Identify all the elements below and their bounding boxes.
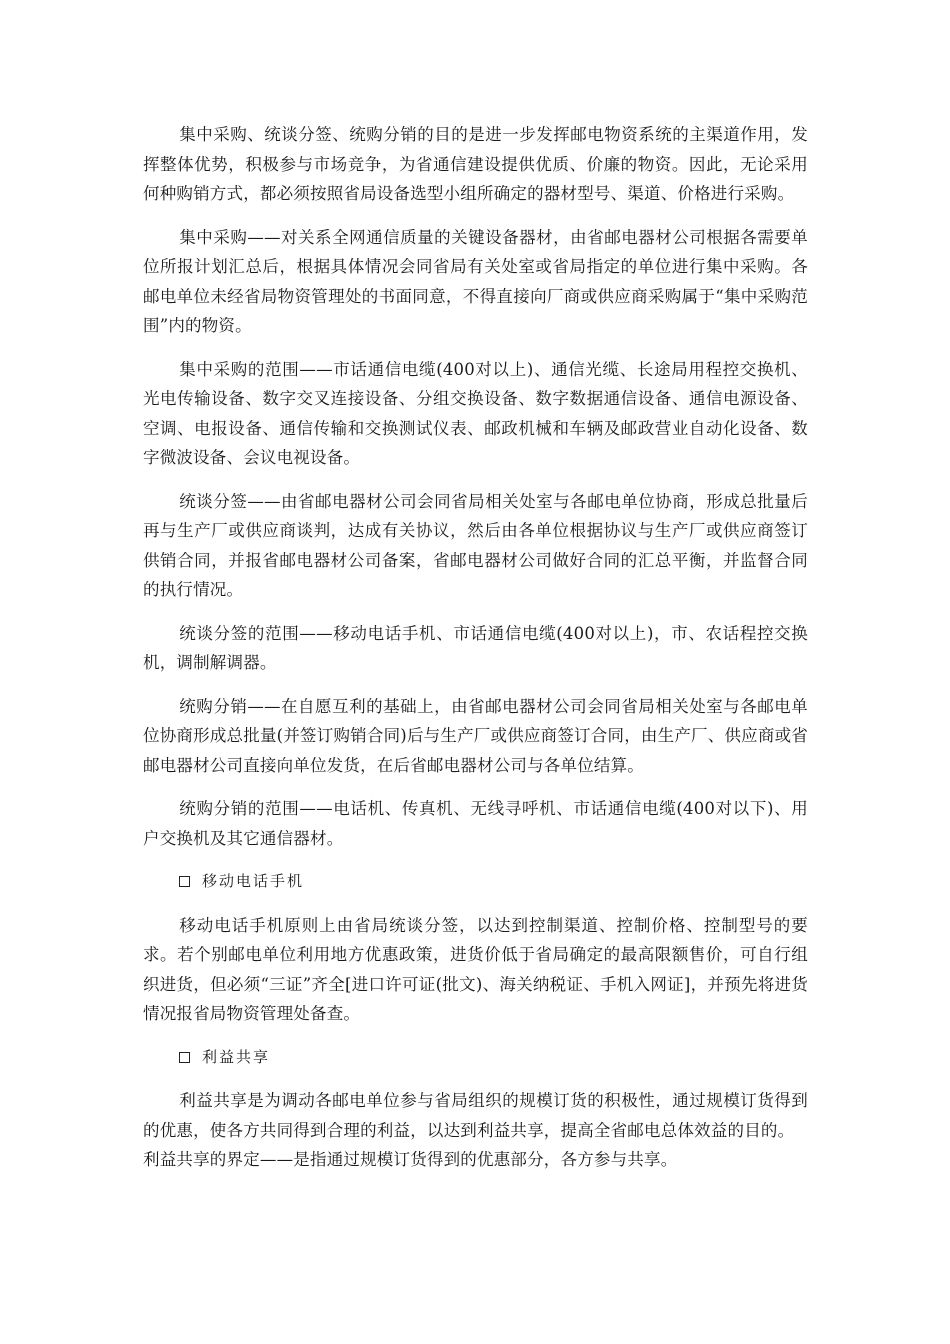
paragraph-centralized-purchase: 集中采购——对关系全网通信质量的关键设备器材，由省邮电器材公司根据各需要单位所报计划汇总后，根据具体情况会同省局有关处室或省局指定的单位进行集中采购。各邮电单位未经省局物资管理处的书面同意，不得直接向厂商或供应商采购属于“集中采购范围”内的物资。 (143, 227, 808, 335)
section-heading-mobile-phone (143, 867, 808, 897)
paragraph-benefit-definition: 利益共享的界定——是指通过规模订货得到的优惠部分，各方参与共享。 (143, 1150, 678, 1169)
paragraph-unified-negotiation: 统谈分签——由省邮电器材公司会同省局相关处室与各邮电单位协商，形成总批量后再与生产厂或供应商谈判，达成有关协议，然后由各单位根据协议与生产厂或供应商签订供销合同，并报省邮电器材公司备案，省邮电器材公司做好合同的汇总平衡，并监督合同的执行情况。 (143, 491, 808, 599)
paragraph-unified-negotiation-scope: 统谈分签的范围——移动电话手机、市话通信电缆(400对以上)，市、农话程控交换机，调制解调器。 (143, 623, 808, 672)
paragraph-benefit-sharing: 利益共享是为调动各邮电单位参与省局组织的规模订货的积极性，通过规模订货得到的优惠，使各方共同得到合理的利益，以达到利益共享，提高全省邮电总体效益的目的。 (143, 1091, 808, 1140)
paragraph-unified-purchase: 统购分销——在自愿互利的基础上，由省邮电器材公司会同省局相关处室与各邮电单位协商形成总批量(并签订购销合同)后与生产厂或供应商签订合同，由生产厂、供应商或省邮电器材公司直接向单位发货，在后省邮电器材公司与各单位结算。 (143, 696, 808, 775)
checkbox-icon (179, 1052, 190, 1063)
paragraph-mobile-phone: 移动电话手机原则上由省局统谈分签，以达到控制渠道、控制价格、控制型号的要求。若个别邮电单位利用地方优惠政策，进货价低于省局确定的最高限额售价，可自行组织进货，但必须“三证”齐全[进口许可证(批文)、海关纳税证、手机入网证]，并预先将进货情况报省局物资管理处备查。 (143, 915, 808, 1023)
section-heading-benefit-sharing (143, 1043, 808, 1073)
checkbox-icon (179, 876, 190, 887)
paragraph-purpose: 集中采购、统谈分签、统购分销的目的是进一步发挥邮电物资系统的主渠道作用，发挥整体优势，积极参与市场竞争，为省通信建设提供优质、价廉的物资。因此，无论采用何种购销方式，都必须按照省局设备选型小组所确定的器材型号、渠道、价格进行采购。 (143, 125, 808, 203)
section-heading-label: 移动电话手机 (202, 872, 305, 890)
paragraph-unified-purchase-scope: 统购分销的范围——电话机、传真机、无线寻呼机、市话通信电缆(400对以下)、用户交换机及其它通信器材。 (143, 799, 808, 848)
section-heading-label: 利益共享 (202, 1047, 271, 1066)
paragraph-centralized-scope: 集中采购的范围——市话通信电缆(400对以上)、通信光缆、长途局用程控交换机、光电传输设备、数字交叉连接设备、分组交换设备、数字数据通信设备、通信电源设备、空调、电报设备、通信传输和交换测试仪表、邮政机械和车辆及邮政营业自动化设备、数字微波设备、会议电视设备。 (143, 359, 808, 467)
document-body (143, 120, 808, 1189)
